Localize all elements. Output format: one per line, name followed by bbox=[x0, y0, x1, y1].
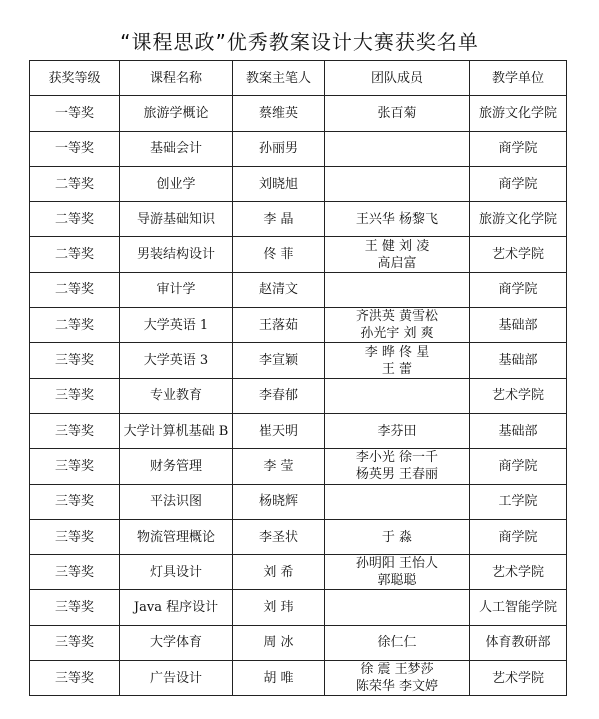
cell-teaching-unit: 基础部 bbox=[470, 413, 567, 448]
cell-award-level: 一等奖 bbox=[30, 131, 120, 166]
cell-course-name: 物流管理概论 bbox=[120, 519, 233, 554]
cell-course-name: 大学体育 bbox=[120, 625, 233, 660]
cell-award-level: 三等奖 bbox=[30, 590, 120, 625]
cell-award-level: 二等奖 bbox=[30, 166, 120, 201]
cell-team-members bbox=[325, 131, 470, 166]
cell-award-level: 三等奖 bbox=[30, 555, 120, 590]
cell-course-name: 专业教育 bbox=[120, 378, 233, 413]
header-teaching-unit: 教学单位 bbox=[470, 61, 567, 96]
cell-lead-author: 刘 玮 bbox=[233, 590, 325, 625]
cell-teaching-unit: 艺术学院 bbox=[470, 237, 567, 272]
team-member-line: 高启富 bbox=[377, 255, 417, 271]
team-member-line: 于 淼 bbox=[381, 529, 413, 545]
team-member-line: 齐洪英 黄雪松 bbox=[355, 309, 439, 325]
table-row bbox=[30, 378, 567, 413]
cell-course-name: 财务管理 bbox=[120, 449, 233, 484]
cell-course-name: 旅游学概论 bbox=[120, 96, 233, 131]
table-row bbox=[30, 555, 567, 590]
cell-teaching-unit: 商学院 bbox=[470, 131, 567, 166]
table-row bbox=[30, 308, 567, 343]
team-member-line: 李芬田 bbox=[377, 423, 417, 439]
team-member-line: 郭聪聪 bbox=[377, 573, 417, 589]
award-table bbox=[29, 60, 567, 696]
cell-award-level: 二等奖 bbox=[30, 272, 120, 307]
cell-team-members bbox=[325, 378, 470, 413]
table-row bbox=[30, 202, 567, 237]
cell-lead-author: 孙丽男 bbox=[233, 131, 325, 166]
cell-lead-author: 刘 希 bbox=[233, 555, 325, 590]
cell-award-level: 三等奖 bbox=[30, 449, 120, 484]
table-row bbox=[30, 661, 567, 696]
cell-lead-author: 赵清文 bbox=[233, 272, 325, 307]
cell-teaching-unit: 旅游文化学院 bbox=[470, 202, 567, 237]
cell-team-members bbox=[325, 237, 470, 272]
cell-team-members bbox=[325, 308, 470, 343]
table-row bbox=[30, 237, 567, 272]
cell-teaching-unit: 艺术学院 bbox=[470, 555, 567, 590]
cell-team-members bbox=[325, 96, 470, 131]
cell-award-level: 三等奖 bbox=[30, 625, 120, 660]
team-member-line: 陈荣华 李文婷 bbox=[355, 679, 439, 695]
cell-course-name: 审计学 bbox=[120, 272, 233, 307]
header-award-level: 获奖等级 bbox=[30, 61, 120, 96]
team-member-line: 孙光宇 刘 爽 bbox=[360, 326, 434, 342]
cell-lead-author: 李 莹 bbox=[233, 449, 325, 484]
cell-lead-author: 李宣颖 bbox=[233, 343, 325, 378]
cell-team-members bbox=[325, 661, 470, 696]
cell-teaching-unit: 旅游文化学院 bbox=[470, 96, 567, 131]
table-row bbox=[30, 449, 567, 484]
cell-award-level: 三等奖 bbox=[30, 484, 120, 519]
header-course-name: 课程名称 bbox=[120, 61, 233, 96]
team-member-line: 李 晔 佟 星 bbox=[364, 344, 430, 360]
cell-course-name: 广告设计 bbox=[120, 661, 233, 696]
cell-lead-author: 李春郁 bbox=[233, 378, 325, 413]
team-member-line: 张百菊 bbox=[377, 105, 417, 121]
table-row bbox=[30, 625, 567, 660]
cell-lead-author: 李 晶 bbox=[233, 202, 325, 237]
header-lead-author: 教案主笔人 bbox=[233, 61, 325, 96]
team-member-line: 王 蕾 bbox=[381, 361, 413, 377]
cell-lead-author: 蔡维英 bbox=[233, 96, 325, 131]
table-row bbox=[30, 519, 567, 554]
team-member-line: 孙明阳 王怡人 bbox=[355, 556, 439, 572]
cell-award-level: 二等奖 bbox=[30, 308, 120, 343]
cell-teaching-unit: 艺术学院 bbox=[470, 661, 567, 696]
cell-team-members bbox=[325, 590, 470, 625]
cell-award-level: 三等奖 bbox=[30, 343, 120, 378]
cell-team-members bbox=[325, 166, 470, 201]
cell-teaching-unit: 商学院 bbox=[470, 166, 567, 201]
table-row bbox=[30, 96, 567, 131]
cell-teaching-unit: 艺术学院 bbox=[470, 378, 567, 413]
cell-lead-author: 佟 菲 bbox=[233, 237, 325, 272]
team-member-line: 徐仁仁 bbox=[377, 635, 417, 651]
cell-lead-author: 刘晓旭 bbox=[233, 166, 325, 201]
table-row bbox=[30, 166, 567, 201]
table-header-row bbox=[30, 61, 567, 96]
cell-teaching-unit: 基础部 bbox=[470, 343, 567, 378]
cell-course-name: 大学计算机基础 B bbox=[120, 413, 233, 448]
cell-award-level: 三等奖 bbox=[30, 661, 120, 696]
table-row bbox=[30, 272, 567, 307]
document-title: “课程思政”优秀教案设计大赛获奖名单 bbox=[120, 30, 479, 54]
cell-teaching-unit: 商学院 bbox=[470, 519, 567, 554]
table-row bbox=[30, 131, 567, 166]
cell-course-name: 平法识图 bbox=[120, 484, 233, 519]
cell-teaching-unit: 商学院 bbox=[470, 449, 567, 484]
cell-team-members bbox=[325, 449, 470, 484]
table-row bbox=[30, 484, 567, 519]
cell-teaching-unit: 基础部 bbox=[470, 308, 567, 343]
cell-lead-author: 胡 唯 bbox=[233, 661, 325, 696]
cell-lead-author: 李圣状 bbox=[233, 519, 325, 554]
cell-award-level: 三等奖 bbox=[30, 413, 120, 448]
cell-course-name: 大学英语 1 bbox=[120, 308, 233, 343]
cell-team-members bbox=[325, 343, 470, 378]
cell-team-members bbox=[325, 625, 470, 660]
cell-team-members bbox=[325, 519, 470, 554]
cell-award-level: 二等奖 bbox=[30, 202, 120, 237]
cell-teaching-unit: 体育教研部 bbox=[470, 625, 567, 660]
cell-teaching-unit: 工学院 bbox=[470, 484, 567, 519]
header-team-members: 团队成员 bbox=[325, 61, 470, 96]
cell-teaching-unit: 商学院 bbox=[470, 272, 567, 307]
table-row bbox=[30, 343, 567, 378]
cell-course-name: 导游基础知识 bbox=[120, 202, 233, 237]
cell-course-name: 灯具设计 bbox=[120, 555, 233, 590]
cell-teaching-unit: 人工智能学院 bbox=[470, 590, 567, 625]
cell-award-level: 二等奖 bbox=[30, 237, 120, 272]
cell-course-name: 男装结构设计 bbox=[120, 237, 233, 272]
cell-team-members bbox=[325, 484, 470, 519]
cell-course-name: 大学英语 3 bbox=[120, 343, 233, 378]
cell-lead-author: 周 冰 bbox=[233, 625, 325, 660]
team-member-line: 王 健 刘 凌 bbox=[364, 238, 430, 254]
cell-team-members bbox=[325, 555, 470, 590]
cell-team-members bbox=[325, 413, 470, 448]
cell-team-members bbox=[325, 272, 470, 307]
team-member-line: 李小光 徐一千 bbox=[355, 450, 439, 466]
cell-course-name: Java 程序设计 bbox=[120, 590, 233, 625]
table-row bbox=[30, 590, 567, 625]
cell-award-level: 一等奖 bbox=[30, 96, 120, 131]
team-member-line: 王兴华 杨黎飞 bbox=[355, 211, 439, 227]
cell-award-level: 三等奖 bbox=[30, 378, 120, 413]
cell-lead-author: 崔天明 bbox=[233, 413, 325, 448]
cell-award-level: 三等奖 bbox=[30, 519, 120, 554]
cell-team-members bbox=[325, 202, 470, 237]
cell-lead-author: 杨晓辉 bbox=[233, 484, 325, 519]
cell-lead-author: 王落茹 bbox=[233, 308, 325, 343]
cell-course-name: 创业学 bbox=[120, 166, 233, 201]
cell-course-name: 基础会计 bbox=[120, 131, 233, 166]
team-member-line: 杨英男 王春丽 bbox=[355, 467, 439, 483]
table-row bbox=[30, 413, 567, 448]
team-member-line: 徐 震 王梦莎 bbox=[360, 662, 434, 678]
